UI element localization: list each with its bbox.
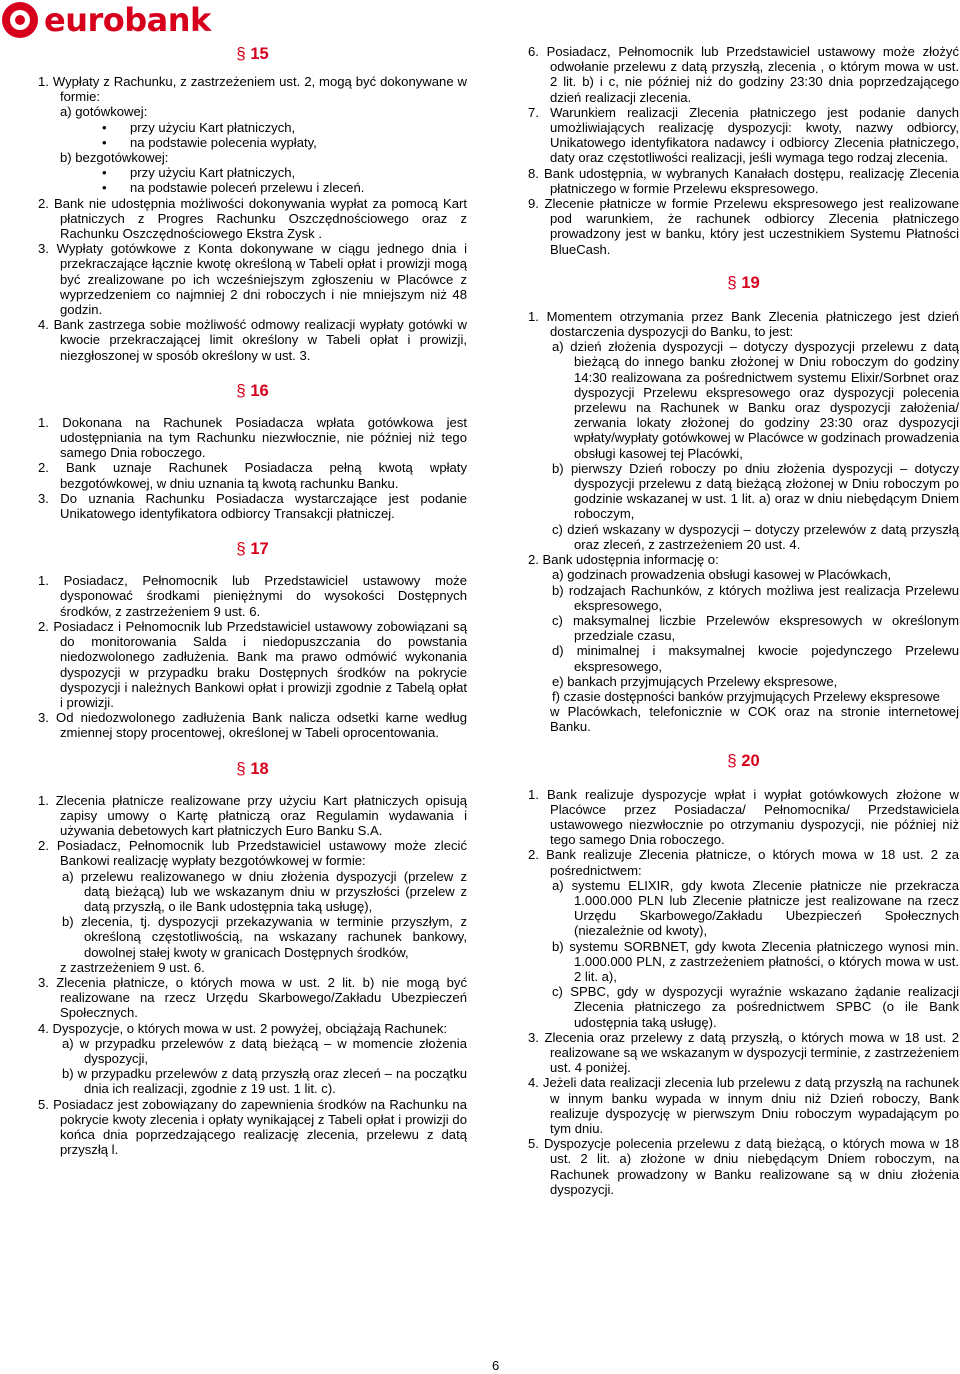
- s15-item-1b-bullet-1: • przy użyciu Kart płatniczych,: [38, 165, 467, 180]
- left-column: [38, 44, 467, 1157]
- s20-item-2c: c) SPBC, gdy w dyspozycji wyraźnie wskazano żądanie realizacji Zlecenia płatniczego za pośrednictwem SPBC (o ile Bank udostępnia taką usługę).: [552, 984, 959, 1030]
- s19-item-1b: b) pierwszy Dzień roboczy po dniu złożenia dyspozycji – dotyczy dyspozycji przelewu z datą bieżącą złożonej w Dniu roboczym po godzinie wskazanej w ust. 1 lit. a) oraz w dniu niebędącym Dniem roboczym,: [552, 460, 959, 522]
- s15-item-1a: a) gotówkowej:: [60, 104, 148, 120]
- s16-item-1: 1. Dokonana na Rachunek Posiadacza wpłata gotówkowa jest udostępniania na tym Rachunku niezwłocznie, nie później niż tego samego Dnia roboczego.: [38, 414, 467, 461]
- s19-item-1a: a) dzień złożenia dyspozycji – dotyczy dyspozycji przelewu z datą bieżącą do innego banku złożonej w Dniu roboczym do godziny 14:30 realizowana za pośrednictwem systemu Elixir/Sorbnet oraz dyspozycji Przelewu ekspresowego oraz dyspozycji polecenia przelewu na Rachunek w Banku oraz dyspozycji założenia/ zerwania lokaty złożonej do godziny 23:30 oraz dyspozycji wpłaty/wypłaty gotówkowej w Placówce w godzinach prowadzenia obsługi kasowej tej Placówki,: [552, 339, 959, 461]
- s19-item-2d: d) minimalnej i maksymalnej kwocie pojedynczego Przelewu ekspresowego,: [552, 643, 959, 674]
- section-18-heading: § 18: [236, 758, 269, 778]
- s15-item-1: 1. Wypłaty z Rachunku, z zastrzeżeniem ust. 2, mogą być dokonywane w formie:: [38, 74, 467, 105]
- s18-item-3: 3. Zlecenia płatnicze, o których mowa w ust. 2 lit. b) nie mogą być realizowane na rzecz Urzędu Skarbowego/Zakładu Ubezpieczeń Społecznych.: [38, 974, 467, 1021]
- s15-item-1a-bullet-1: • przy użyciu Kart płatniczych,: [38, 120, 467, 135]
- brand-name: eurobank: [44, 1, 211, 39]
- s16-item-3: 3. Do uznania Rachunku Posiadacza wystarczające jest podanie Unikatowego identyfikatora odbiorcy Transakcji płatniczej.: [38, 490, 467, 522]
- s15-item-3: 3. Wypłaty gotówkowe z Konta dokonywane w ciągu jednego dnia i przekraczające łącznie kwotę określoną w Tabeli opłat i prowizji mogą być zrealizowane po ich wcześniejszym zgłoszeniu w Placówce z wyprzedzeniem co najmniej 2 dni roboczych i nie mniejszym niż 48 godzin.: [38, 241, 467, 318]
- section-20-heading: § 20: [727, 750, 760, 770]
- s18-item-5: 5. Posiadacz jest zobowiązany do zapewnienia środków na Rachunku na pokrycie kwoty zlecenia i opłaty wynikającej z Tabeli opłat i prowizji do końca dnia poprzedzającego realizację zlecenia, przelewu z datą przyszłą l.: [38, 1096, 467, 1158]
- s18-item-6: 6. Posiadacz, Pełnomocnik lub Przedstawiciel ustawowy może złożyć odwołanie przelewu z datą przyszłą, zlecenia , o którym mowa w ust. 2 lit. b) i c, nie później niż do godziny 23:30 dnia poprzedzającego dzień realizacji zlecenia.: [528, 44, 959, 105]
- s18-item-2-tail: z zastrzeżeniem 9 ust. 6.: [60, 959, 205, 975]
- s18-item-4: 4. Dyspozycje, o których mowa w ust. 2 powyżej, obciążają Rachunek:: [38, 1020, 448, 1036]
- s18-item-4b: b) w przypadku przelewów z datą przyszłą oraz zleceń – na początku dnia ich realizacji, zgodnie z 19 ust. 1 lit. c).: [62, 1066, 467, 1097]
- s17-item-3: 3. Od niedozwolonego zadłużenia Bank nalicza odsetki karne według zmiennej stopy procentowej, określonej w Tabeli oprocentowania.: [38, 710, 467, 741]
- s18-item-9: 9. Zlecenie płatnicze w formie Przelewu ekspresowego jest realizowane pod warunkiem, że rachunek odbiorcy Zlecenia płatniczego prowadzony jest w banku, który jest uczestnikiem Systemu Płatności BlueCash.: [528, 196, 959, 257]
- s20-item-2a: a) systemu ELIXIR, gdy kwota Zlecenie płatnicze nie przekracza 1.000.000 PLN lub Zlecenie płatnicze jest realizowane na rzecz Urzędu Skarbowego/Zakładu Ubezpieczeń Społecznych (niezależnie od kwoty),: [552, 877, 959, 939]
- s17-item-2: 2. Posiadacz i Pełnomocnik lub Przedstawiciel ustawowy zobowiązani są do monitorowania Salda i niedopuszczania do powstania niedozwolonego zadłużenia. Bank ma prawo odmówić wykonania dyspozycji w przypadku braku Dostępnych środków na pokrycie dyspozycji i należnych Bankowi opłat i prowizji zgodnie z Tabelą opłat i prowizji.: [38, 618, 467, 710]
- s18-item-4a: a) w przypadku przelewów z datą bieżącą – w momencie złożenia dyspozycji,: [62, 1035, 467, 1066]
- section-15-heading: § 15: [236, 44, 269, 63]
- s18-item-2: 2. Posiadacz, Pełnomocnik lub Przedstawiciel ustawowy może zlecić Bankowi realizację wypłaty bezgotówkowej w formie:: [38, 838, 467, 869]
- eurobank-logo: [2, 2, 211, 38]
- s15-item-1b-bullet-2: • na podstawie poleceń przelewu i zleceń.: [38, 180, 467, 195]
- s15-item-2: 2. Bank nie udostępnia możliwości dokonywania wypłat za pomocą Kart płatniczych z Progres Rachunku Oszczędnościowego oraz z Rachunku Oszczędnościowego Ekstra Zysk .: [38, 195, 467, 242]
- s20-item-5: 5. Dyspozycje polecenia przelewu z datą bieżącą, o których mowa w 18 ust. 2 lit. a) złożone w dniu niebędącym Dniem roboczym, na Rachunek prowadzony w Banku realizowane są w dniu złożenia dyspozycji.: [528, 1136, 959, 1197]
- s19-item-1: 1. Momentem otrzymania przez Bank Zlecenia płatniczego jest dzień dostarczenia dyspozycji do Banku, to jest:: [528, 308, 959, 340]
- s19-item-2f: f) czasie dostępności banków przyjmujących Przelewy ekspresowe: [552, 688, 940, 704]
- section-17-heading: § 17: [236, 539, 269, 559]
- s17-item-1: 1. Posiadacz, Pełnomocnik lub Przedstawiciel ustawowy może dysponować środkami pieniężnymi do wysokości Dostępnych środków, z zastrzeżeniem 9 ust. 6.: [38, 573, 467, 619]
- s19-item-2-tail: w Placówkach, telefonicznie w COK oraz na stronie internetowej Banku.: [550, 704, 959, 735]
- s20-item-4: 4. Jeżeli data realizacji zlecenia lub przelewu z datą przyszłą na rachunek w innym banku wypada w innym dniu niż Dzień roboczy, Bank realizuje dyspozycję w pierwszym Dniu roboczym wypadającym po tym dniu.: [528, 1075, 959, 1136]
- s19-item-1c: c) dzień wskazany w dyspozycji – dotyczy przelewów z datą przyszłą oraz zleceń, z zastrzeżeniem 20 ust. 4.: [552, 521, 959, 552]
- s19-item-2e: e) bankach przyjmujących Przelewy ekspresowe,: [552, 673, 838, 689]
- s18-item-8: 8. Bank udostępnia, w wybranych Kanałach dostępu, realizację Zlecenia płatniczego w formie Przelewu ekspresowego.: [528, 165, 959, 196]
- s20-item-1: 1. Bank realizuje dyspozycje wpłat i wypłat gotówkowych złożone w Placówce przez Posiadacza/ Pełnomocnika/ Przedstawiciela ustawowego niezwłocznie po otrzymaniu dyspozycji, nie później niż tego samego Dnia roboczego.: [528, 786, 959, 848]
- s16-item-2: 2. Bank uznaje Rachunek Posiadacza pełną kwotą wpłaty bezgotówkowej, w dniu uznania tą kwotą rachunku Banku.: [38, 460, 467, 491]
- s19-item-2b: b) rodzajach Rachunków, z których możliwa jest realizacja Przelewu ekspresowego,: [552, 582, 959, 613]
- s19-item-2c: c) maksymalnej liczbie Przelewów ekspresowych w określonym przedziale czasu,: [552, 612, 959, 644]
- s18-item-1: 1. Zlecenia płatnicze realizowane przy użyciu Kart płatniczych opisują zapisy umowy o Kartę płatniczą oraz Regulamin wydawania i używania debetowych kart płatniczych Euro Banku S.A.: [38, 792, 467, 838]
- s19-item-2a: a) godzinach prowadzenia obsługi kasowej w Placówkach,: [552, 567, 892, 583]
- s18-item-2b: b) zlecenia, tj. dyspozycji przekazywania w terminie przyszłym, z określoną częstotliwością, na wskazany rachunek bankowy, dowolnej stałej kwoty w granicach Dostępnych środków,: [62, 914, 467, 960]
- s20-item-3: 3. Zlecenia oraz przelewy z datą przyszłą, o których mowa w 18 ust. 2 realizowane są we wskazanym w dyspozycji terminie, z zastrzeżeniem ust. 4 poniżej.: [528, 1029, 959, 1076]
- section-19-heading: § 19: [727, 272, 760, 292]
- s18-item-2a: a) przelewu realizowanego w dniu złożenia dyspozycji (przelew z datą bieżącą) lub we wskazanym dniu w przyszłości (przelew z datą przyszłą, o ile Bank udostępnia taką usługę),: [62, 868, 467, 914]
- section-16-heading: § 16: [236, 380, 269, 400]
- s19-item-2: 2. Bank udostępnia informację o:: [528, 552, 719, 568]
- s20-item-2: 2. Bank realizuje Zlecenia płatnicze, o których mowa w 18 ust. 2 za pośrednictwem:: [528, 847, 959, 878]
- right-column: [528, 44, 959, 1197]
- s18-item-7: 7. Warunkiem realizacji Zlecenia płatniczego jest podanie danych umożliwiających realizację dyspozycji: kwoty, nazwy odbiorcy, Unikatowego identyfikatora nadawcy i odbiorcy Zlecenia płatniczego, daty oraz częstotliwości realizacji, jeśli wymaga tego rodzaj zlecenia.: [528, 104, 959, 166]
- s15-item-1b: b) bezgotówkowej:: [60, 150, 169, 166]
- eurobank-logo-icon: [2, 2, 38, 38]
- s20-item-2b: b) systemu SORBNET, gdy kwota Zlecenia płatniczego wynosi min. 1.000.000 PLN, z zastrzeżeniem płatności, o których mowa w ust. 2 lit. a),: [552, 938, 959, 984]
- page-number: 6: [492, 1358, 500, 1373]
- s15-item-1a-bullet-2: • na podstawie polecenia wypłaty,: [38, 135, 467, 150]
- s15-item-4: 4. Bank zastrzega sobie możliwość odmowy realizacji wypłaty gotówki w kwocie przekraczającej limit określony w Tabeli opłat i prowizji, niezgłoszonej w sposób określony w ust. 3.: [38, 317, 467, 363]
